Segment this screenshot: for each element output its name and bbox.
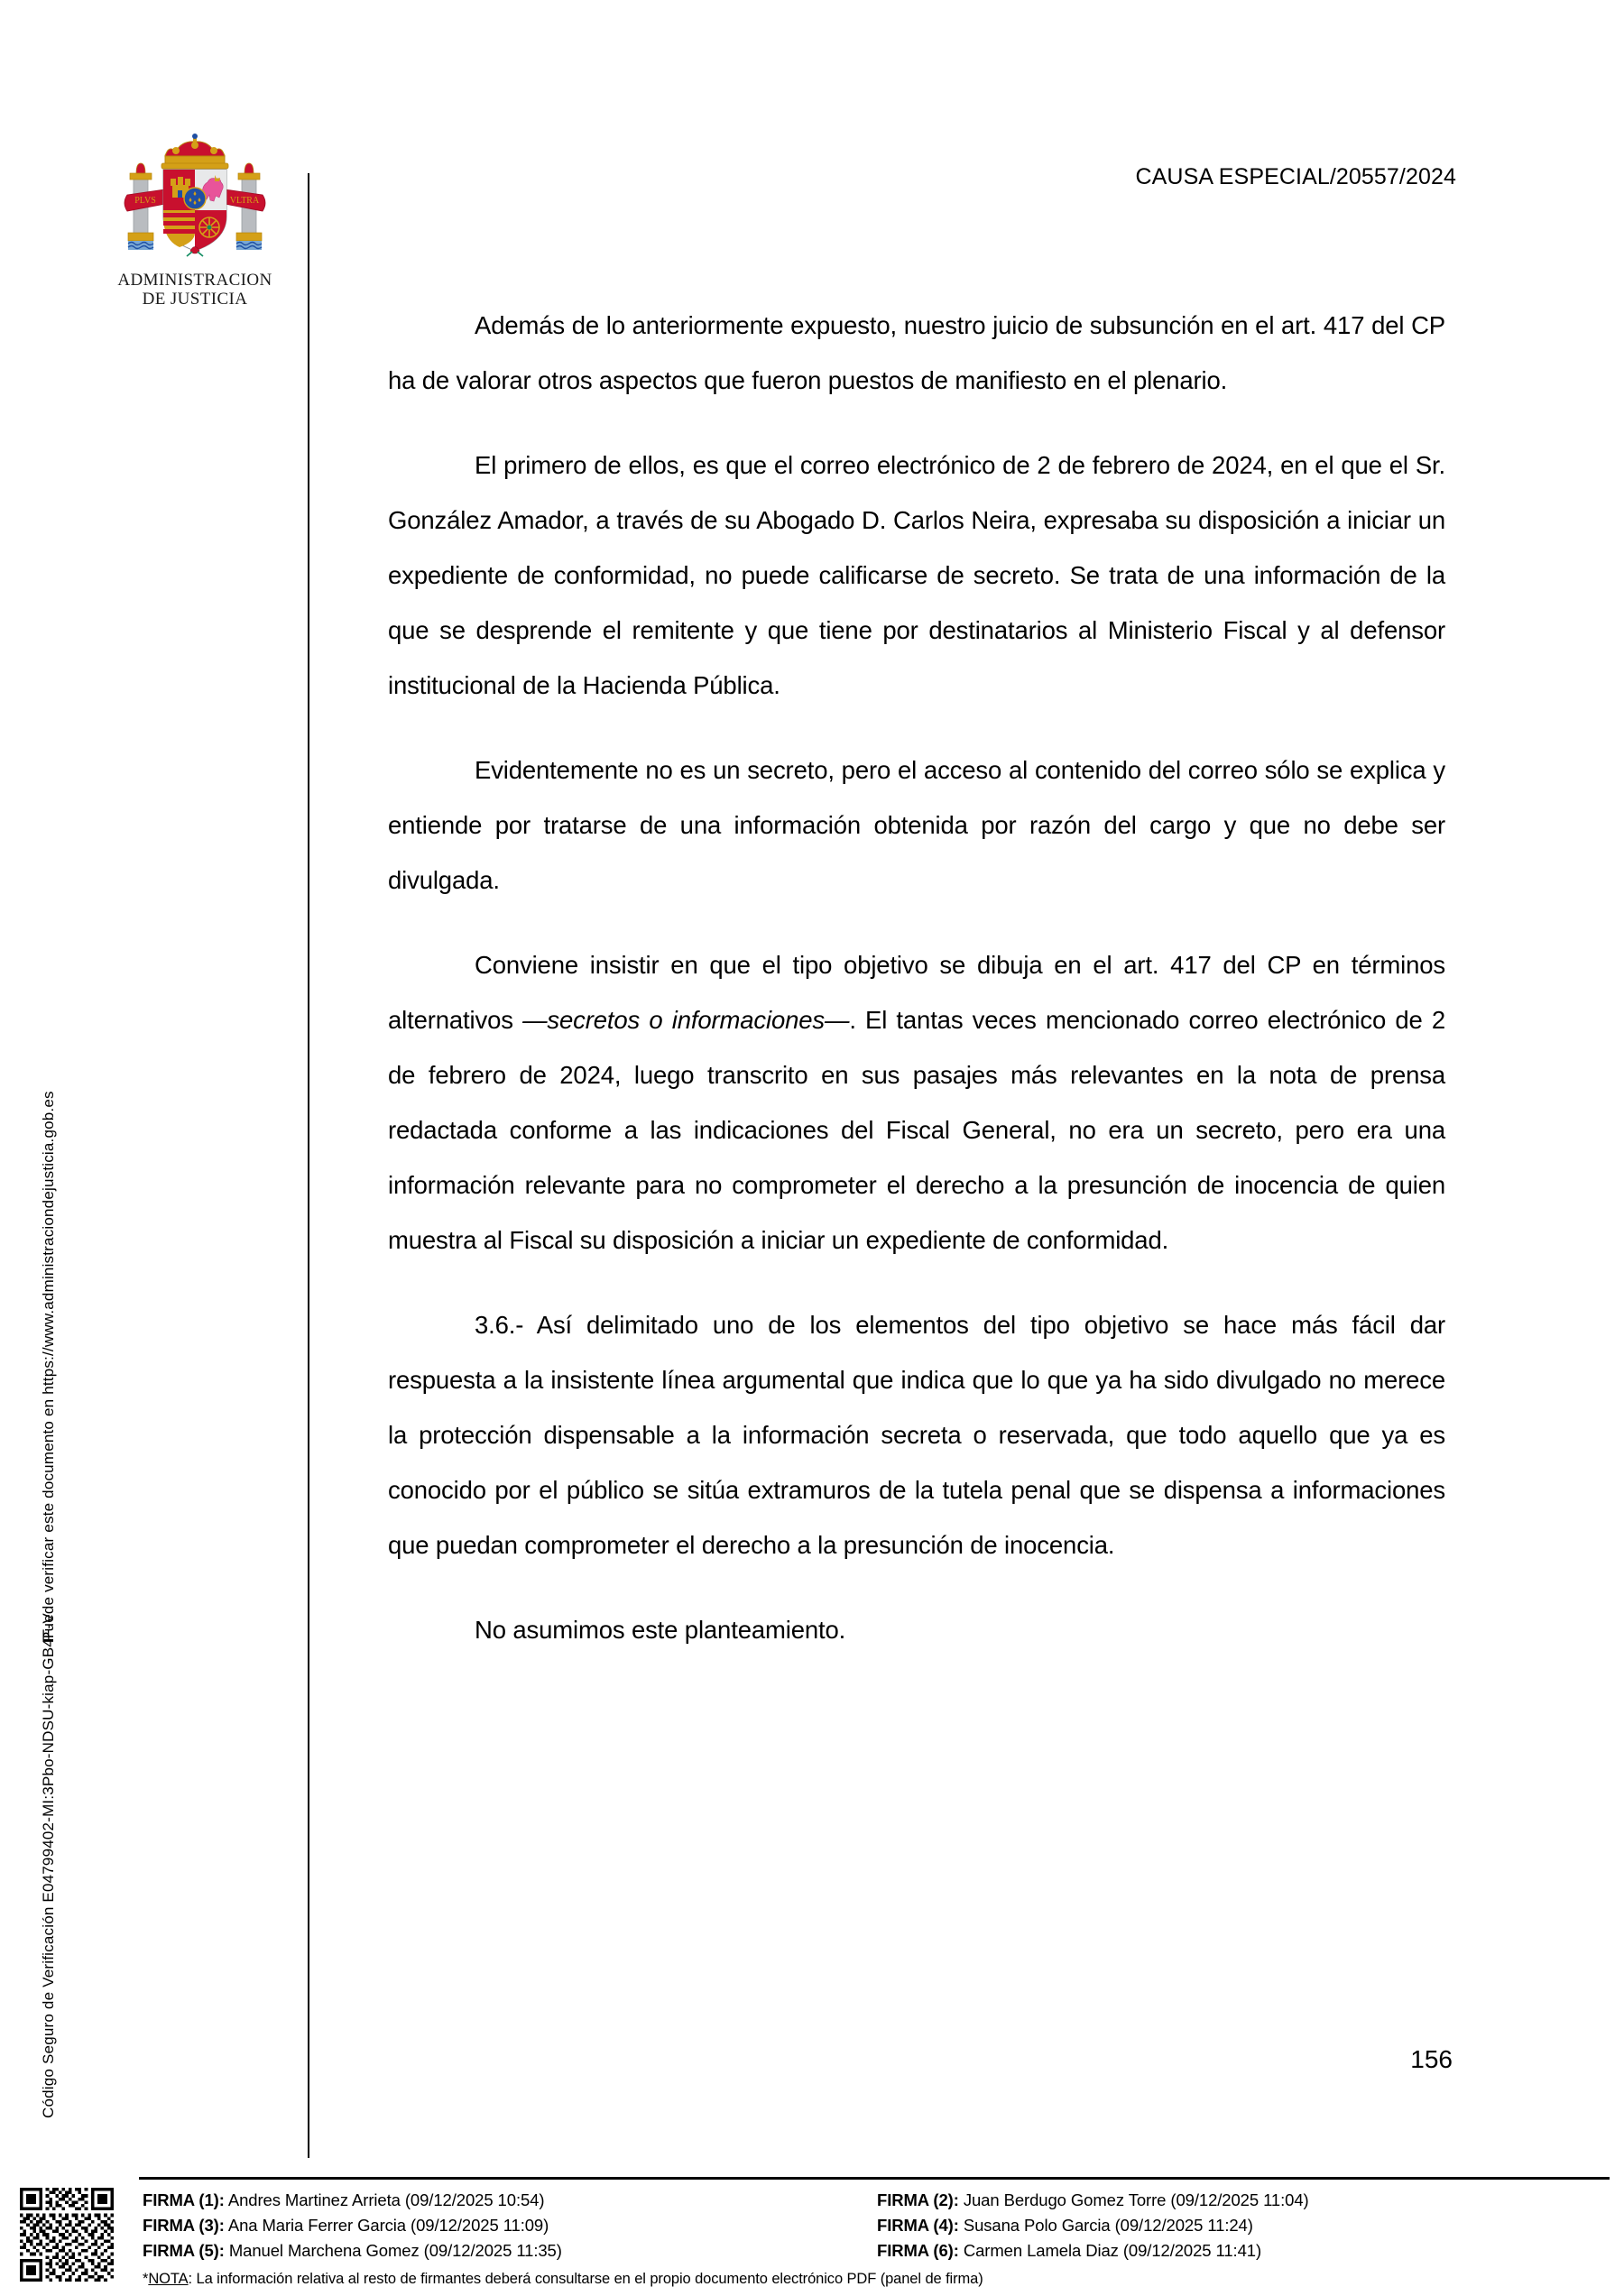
paragraph: Evidentemente no es un secreto, pero el acceso al contenido del correo sólo se explica y entiende por tratarse de una información obtenida por razón del cargo y que no debe ser divulgada. (388, 756, 1445, 894)
vertical-divider-rule (308, 173, 309, 2158)
signature-entry (877, 2188, 1611, 2213)
verification-url-label: Puede verificar este documento en https://www.administraciondejusticia.gob.es (40, 1091, 57, 1642)
paragraph: No asumimos este planteamiento. (475, 1616, 846, 1644)
paragraph: Conviene insistir en que el tipo objetivo se dibuja en el art. 417 del CP en términos alternativos —secretos o informaciones—. El tantas veces mencionado correo electrónico de 2 de febrero de 2024, luego transcrito en sus pasajes más relevantes en la nota de prensa redactada conforme a las indicaciones del Fiscal General, no era un secreto, pero era una información relevante para no comprometer el derecho a la presunción de inocencia de quien muestra al Fiscal su disposición a iniciar un expediente de conformidad. (388, 951, 1445, 1254)
footer-note-asterisk: * (143, 2271, 149, 2287)
paragraph: El primero de ellos, es que el correo electrónico de 2 de febrero de 2024, en el que el Sr. González Amador, a través de su Abogado D. Carlos Neira, expresaba su disposición a iniciar un expediente de conformidad, no puede calificarse de secreto. Se trata de una información de la que se desprende el remitente y que tiene por destinatarios al Ministerio Fiscal y al defensor institucional de la Hacienda Pública. (388, 451, 1445, 699)
signature-value: Carmen Lamela Diaz (09/12/2025 11:41) (963, 2241, 1262, 2260)
verification-code-label: Código Seguro de Verificación E04799402-MI:3Pbo-NDSU-kiap-GB4F-V (40, 1613, 57, 2118)
signature-value: Juan Berdugo Gomez Torre (09/12/2025 11:04) (963, 2190, 1309, 2209)
motto-right-text: VLTRA (229, 196, 260, 206)
signature-row (143, 2188, 1611, 2213)
signature-value: Susana Polo Garcia (09/12/2025 11:24) (963, 2216, 1253, 2235)
signature-label: FIRMA (3): (143, 2216, 225, 2235)
emblem-caption-line-1: ADMINISTRACION (117, 271, 272, 290)
emblem-caption-line-2: DE JUSTICIA (142, 290, 248, 309)
coat-of-arms-block (97, 134, 292, 309)
motto-left-text: PLVS (134, 196, 156, 206)
signature-entry (143, 2238, 877, 2264)
signature-value: Manuel Marchena Gomez (09/12/2025 11:35) (228, 2241, 562, 2260)
left-margin-strip (0, 0, 72, 2165)
signature-entry (877, 2238, 1611, 2264)
paragraph: Además de lo anteriormente expuesto, nuestro juicio de subsunción en el art. 417 del CP ha de valorar otros aspectos que fueron puestos de manifiesto en el plenario. (388, 311, 1445, 394)
signature-row (143, 2238, 1611, 2264)
document-body (388, 298, 1445, 1657)
spain-coat-of-arms-icon (109, 134, 281, 269)
paragraph: 3.6.- Así delimitado uno de los elementos del tipo objetivo se hace más fácil dar respuesta a la insistente línea argumental que indica que lo que ya ha sido divulgado no merece la protección dispensable a la información secreta o reservada, que todo aquello que ya es conocido por el público se sitúa extramuros de la tutela penal que se dispensa a informaciones que puedan comprometer el derecho a la presunción de inocencia. (388, 1311, 1445, 1559)
signature-label: FIRMA (1): (143, 2190, 225, 2209)
signature-row (143, 2213, 1611, 2238)
signature-label: FIRMA (6): (877, 2241, 959, 2260)
signature-footer (0, 2177, 1624, 2296)
footer-note (143, 2271, 983, 2288)
page-number: 156 (1410, 2045, 1453, 2073)
signature-entry (143, 2213, 877, 2238)
footer-separator-rule (139, 2177, 1610, 2180)
signature-label: FIRMA (2): (877, 2190, 959, 2209)
signature-value: Andres Martinez Arrieta (09/12/2025 10:54) (227, 2190, 545, 2209)
footer-note-keyword: NOTA (148, 2271, 189, 2287)
signature-list (143, 2188, 1611, 2264)
cause-reference-header: CAUSA ESPECIAL/20557/2024 (1135, 164, 1456, 189)
signature-label: FIRMA (5): (143, 2241, 225, 2260)
signature-entry (877, 2213, 1611, 2238)
footer-note-text: : La información relativa al resto de firmantes deberá consultarse en el propio documento electrónico PDF (panel de firma) (188, 2271, 983, 2287)
signature-label: FIRMA (4): (877, 2216, 959, 2235)
qr-code-icon (20, 2188, 114, 2282)
signature-value: Ana Maria Ferrer Garcia (09/12/2025 11:09) (227, 2216, 549, 2235)
signature-entry (143, 2188, 877, 2213)
